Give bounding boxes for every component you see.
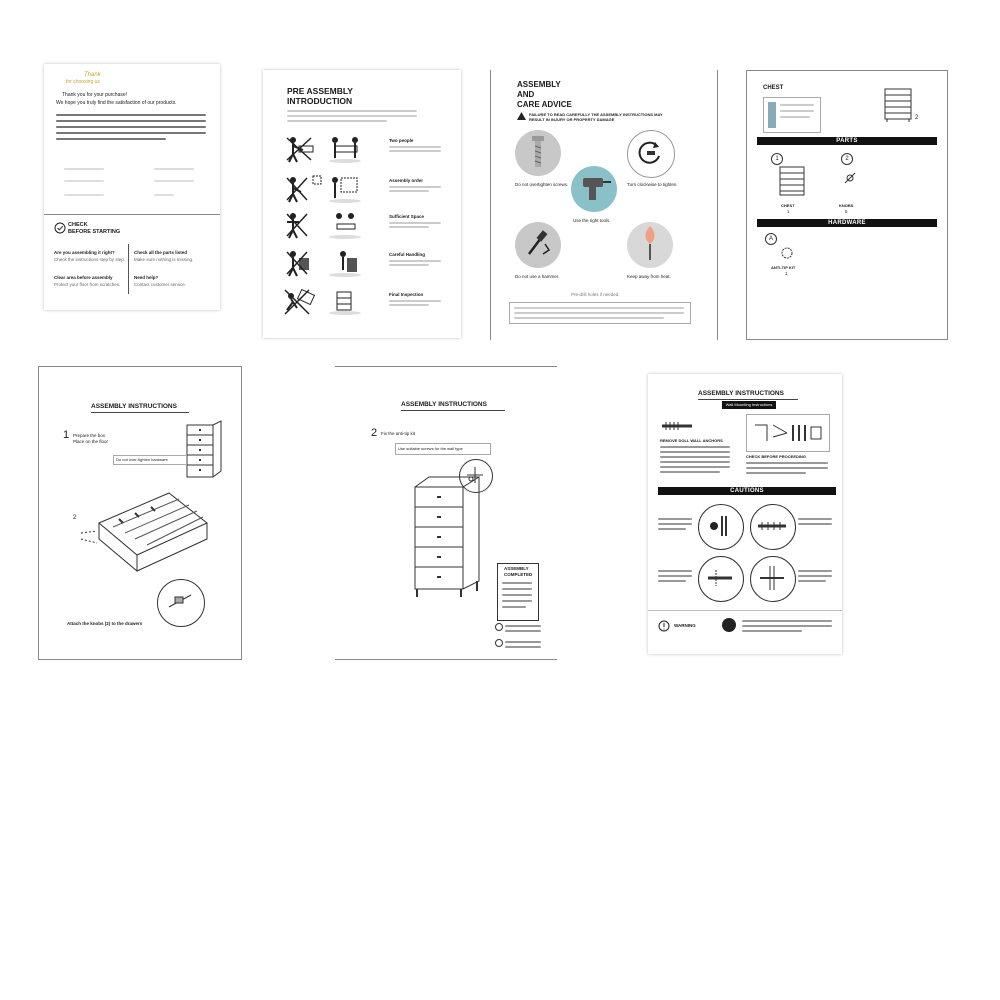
check-item-2-title: Check all the parts listed	[134, 250, 188, 255]
check-item-3-body: Protect your floor from scratches.	[54, 282, 121, 287]
hardware-name: ANTI-TIP KIT	[771, 265, 796, 270]
assembly-completed-box	[497, 563, 539, 621]
pre-item-3-title: Sufficient Space	[389, 214, 425, 219]
step1-line2: Place on the floor	[73, 439, 109, 444]
drill-icon	[579, 176, 611, 202]
warning-triangle-icon	[517, 112, 526, 120]
step1-chest-thumbnail	[183, 419, 225, 481]
caution-wall-icon	[756, 564, 788, 592]
knob-drawing	[843, 171, 857, 185]
page-step-2	[335, 366, 557, 660]
care-caption-3: Turn clockwise to tighten.	[627, 182, 678, 187]
step1-number: 1	[63, 429, 70, 441]
intro-sub: We hope you truly find the satisfaction of our products.	[56, 100, 177, 106]
check-item-1-title: Are you assembling it right?	[54, 250, 115, 255]
wall-title: ASSEMBLY INSTRUCTIONS	[698, 390, 784, 397]
care-caption-1: Do not overtighten screws.	[515, 182, 569, 187]
wall-anchor-drawing	[660, 418, 694, 434]
step1-footer: Attach the knobs (2) to the drawers	[67, 621, 143, 626]
part-1-name: CHEST	[781, 203, 795, 208]
parts-bar: PARTS	[757, 137, 937, 145]
page-parts	[746, 70, 948, 340]
chest-photo-box	[763, 97, 821, 133]
flame-icon	[641, 226, 659, 262]
part-2-number: 2	[841, 153, 853, 165]
care-title-1: ASSEMBLY	[517, 80, 561, 89]
page-welcome	[44, 64, 220, 310]
page-wall-mounting	[648, 374, 842, 654]
screw-icon	[531, 136, 545, 170]
wall-subtitle: Wall Mounting Instructions	[722, 401, 776, 409]
check-heading-1: CHECK	[68, 222, 88, 228]
check-item-3-title: Clear area before assembly	[54, 275, 113, 280]
warning-hand-icon	[495, 623, 503, 631]
step2-wall-bracket-detail	[465, 465, 485, 485]
part-chest-drawing	[777, 165, 807, 199]
caution-screw-icon-2	[756, 518, 788, 534]
check-item-4-body: Contact customer service.	[134, 282, 187, 287]
caution-screw-icon-1	[704, 510, 736, 542]
careful-handling-icon	[283, 248, 363, 278]
completed-title-1: ASSEMBLY	[504, 566, 529, 571]
step2-title: ASSEMBLY INSTRUCTIONS	[401, 401, 487, 408]
part-2-qty: 5	[845, 209, 848, 214]
hardware-bar: HARDWARE	[757, 219, 937, 227]
part-1-qty: 1	[787, 209, 790, 214]
check-item-2-body: Make sure nothing is missing.	[134, 257, 194, 262]
step2-number: 2	[371, 427, 378, 439]
care-caption-2: Use the right tools.	[573, 218, 611, 223]
chest-count: 2	[915, 115, 919, 121]
step1-title: ASSEMBLY INSTRUCTIONS	[91, 403, 177, 410]
pre-assembly-title-1: PRE ASSEMBLY	[287, 86, 353, 96]
chest-label: CHEST	[763, 85, 784, 91]
step1-zoom-detail	[165, 587, 195, 617]
part-2-name: KNOBS	[839, 203, 854, 208]
warning-info-icon	[658, 620, 670, 632]
hammer-icon	[523, 230, 553, 260]
check-heading-2: BEFORE STARTING	[68, 229, 121, 235]
care-warning: FAILURE TO READ CAREFULLY THE ASSEMBLY INSTRUCTIONS MAY RESULT IN INJURY OR PROPERTY DAMAGE	[529, 112, 663, 122]
brand-logo-line2: for choosing us	[66, 79, 100, 85]
pre-assembly-title-2: INTRODUCTION	[287, 96, 353, 106]
check-item-1-body: Check the instructions step by step.	[54, 257, 126, 262]
two-people-carry-icon	[283, 134, 363, 164]
step1-line1: Prepare the box	[73, 433, 106, 438]
info-icon	[495, 639, 503, 647]
pre-item-5-title: Final Inspection	[389, 292, 424, 297]
care-title-2: AND	[517, 90, 535, 99]
pre-item-4-title: Careful Handling	[389, 252, 426, 257]
brand-logo-line1: Thank	[84, 72, 101, 78]
completed-title-2: COMPLETED	[504, 572, 533, 577]
care-caption-5: Do not use a hammer.	[515, 274, 560, 279]
step2-text: Fix the anti-tip kit	[381, 431, 416, 436]
step1-callout-number: 2	[73, 515, 77, 521]
wall-right-heading: CHECK BEFORE PROCEEDING	[746, 454, 807, 459]
part-1-number: 1	[771, 153, 783, 165]
wall-right-image-box	[746, 414, 830, 452]
intro-heading: Thank you for your purchase!	[62, 92, 128, 98]
page-step-1	[38, 366, 242, 660]
page-care-advice	[490, 70, 718, 340]
page-pre-assembly	[263, 70, 461, 338]
assembly-order-icon	[283, 174, 363, 204]
wall-left-heading: REMOVE DOLL WALL ANCHORS	[660, 438, 723, 443]
hardware-letter: A	[765, 233, 777, 245]
chest-drawing	[881, 87, 915, 123]
wall-bracket-icon	[753, 421, 823, 445]
anti-tip-kit-drawing	[779, 245, 795, 261]
step2-note: Use suitable screws for the wall type	[395, 443, 491, 455]
pre-item-2-title: Assembly order	[389, 178, 424, 183]
caution-drill-icon	[704, 564, 736, 592]
wall-footer-label: WARNING	[674, 623, 696, 628]
sufficient-space-icon	[283, 210, 363, 240]
care-caption-4: Pre-drill holes if needed.	[571, 292, 620, 297]
care-title-3: CARE ADVICE	[517, 100, 572, 109]
check-circle-icon	[54, 222, 66, 234]
check-item-4-title: Need help?	[134, 275, 159, 280]
care-footer-box	[509, 302, 691, 324]
cautions-bar: CAUTIONS	[658, 487, 836, 495]
final-inspection-icon	[283, 286, 363, 316]
step1-note: Do not over-tighten hardware	[113, 455, 187, 465]
pre-item-1-title: Two people	[389, 138, 414, 143]
step1-exploded-drawing	[79, 483, 209, 579]
rotate-arrow-icon	[637, 140, 663, 166]
care-caption-6: Keep away from heat.	[627, 274, 671, 279]
footer-dark-badge	[722, 618, 736, 632]
hardware-qty: 1	[785, 271, 788, 276]
